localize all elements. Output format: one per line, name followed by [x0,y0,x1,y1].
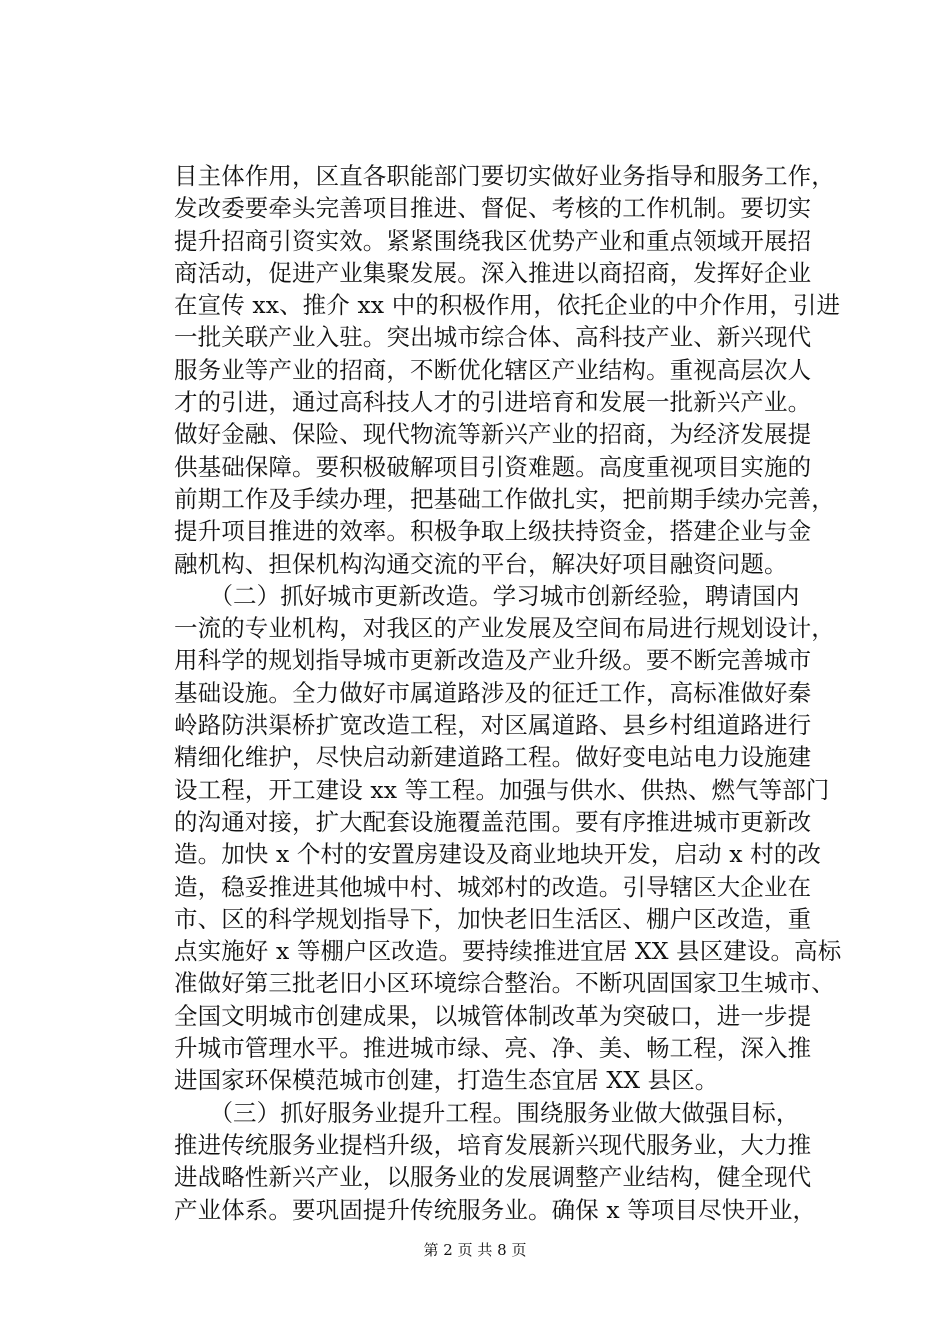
text-line: 设工程，开工建设 xx 等工程。加强与供水、供热、燃气等部门 [174,775,830,804]
text-line: 的沟通对接，扩大配套设施覆盖范围。要有序推进城市更新改 [174,807,812,836]
text-line: 用科学的规划指导城市更新改造及产业升级。要不断完善城市 [174,646,812,675]
text-line: 市、区的科学规划指导下，加快老旧生活区、棚户区改造，重 [174,904,812,933]
text-line: 精细化维护，尽快启动新建道路工程。做好变电站电力设施建 [174,743,812,772]
text-line: 做好金融、保险、现代物流等新兴产业的招商，为经济发展提 [174,420,812,449]
text-line: 融机构、担保机构沟通交流的平台，解决好项目融资问题。 [174,549,788,578]
text-line: 升城市管理水平。推进城市绿、亮、净、美、畅工程，深入推 [174,1034,812,1063]
text-line: 提升招商引资实效。紧紧围绕我区优势产业和重点领域开展招 [174,226,812,255]
text-line: 在宣传 xx、推介 xx 中的积极作用，依托企业的中介作用，引进 [174,291,841,320]
text-line: 供基础保障。要积极破解项目引资难题。高度重视项目实施的 [174,452,812,481]
text-line: 基础设施。全力做好市属道路涉及的征迁工作，高标准做好秦 [174,678,812,707]
text-line: 造。加快 x 个村的安置房建设及商业地块开发，启动 x 村的改 [174,840,821,869]
text-line: 提升项目推进的效率。积极争取上级扶持资金，搭建企业与金 [174,517,812,546]
text-line: 全国文明城市创建成果，以城管体制改革为突破口，进一步提 [174,1001,812,1030]
text-line: 一批关联产业入驻。突出城市综合体、高科技产业、新兴现代 [174,323,812,352]
text-line: 造，稳妥推进其他城中村、城郊村的改造。引导辖区大企业在 [174,872,812,901]
text-line: 推进传统服务业提档升级，培育发展新兴现代服务业，大力推 [174,1130,812,1159]
text-line: 才的引进，通过高科技人才的引进培育和发展一批新兴产业。 [174,388,812,417]
text-line: 发改委要牵头完善项目推进、督促、考核的工作机制。要切实 [174,194,812,223]
text-line: 进战略性新兴产业，以服务业的发展调整产业结构，健全现代 [174,1163,812,1192]
text-line: 产业体系。要巩固提升传统服务业。确保 x 等项目尽快开业， [174,1195,817,1224]
body-text [174,160,842,1226]
text-line: 岭路防洪渠桥扩宽改造工程，对区属道路、县乡村组道路进行 [174,711,812,740]
paragraph-start-line: （三）抓好服务业提升工程。围绕服务业做大做强目标， [174,1098,800,1127]
paragraph-start-line: （二）抓好城市更新改造。学习城市创新经验，聘请国内 [174,581,800,610]
text-line: 一流的专业机构，对我区的产业发展及空间布局进行规划设计， [174,614,835,643]
text-line: 目主体作用，区直各职能部门要切实做好业务指导和服务工作， [174,162,835,190]
text-line: 服务业等产业的招商，不断优化辖区产业结构。重视高层次人 [174,355,812,384]
text-line: 准做好第三批老旧小区环境综合整治。不断巩固国家卫生城市、 [174,969,835,998]
text-line: 点实施好 x 等棚户区改造。要持续推进宜居 XX 县区建设。高标 [174,937,842,966]
text-line: 进国家环保模范城市创建，打造生态宜居 XX 县区。 [174,1066,719,1095]
text-line: 前期工作及手续办理，把基础工作做扎实，把前期手续办完善， [174,484,835,513]
text-line: 商活动，促进产业集聚发展。深入推进以商招商，发挥好企业 [174,258,812,287]
page-number-footer: 第 2 页 共 8 页 [423,1241,527,1259]
